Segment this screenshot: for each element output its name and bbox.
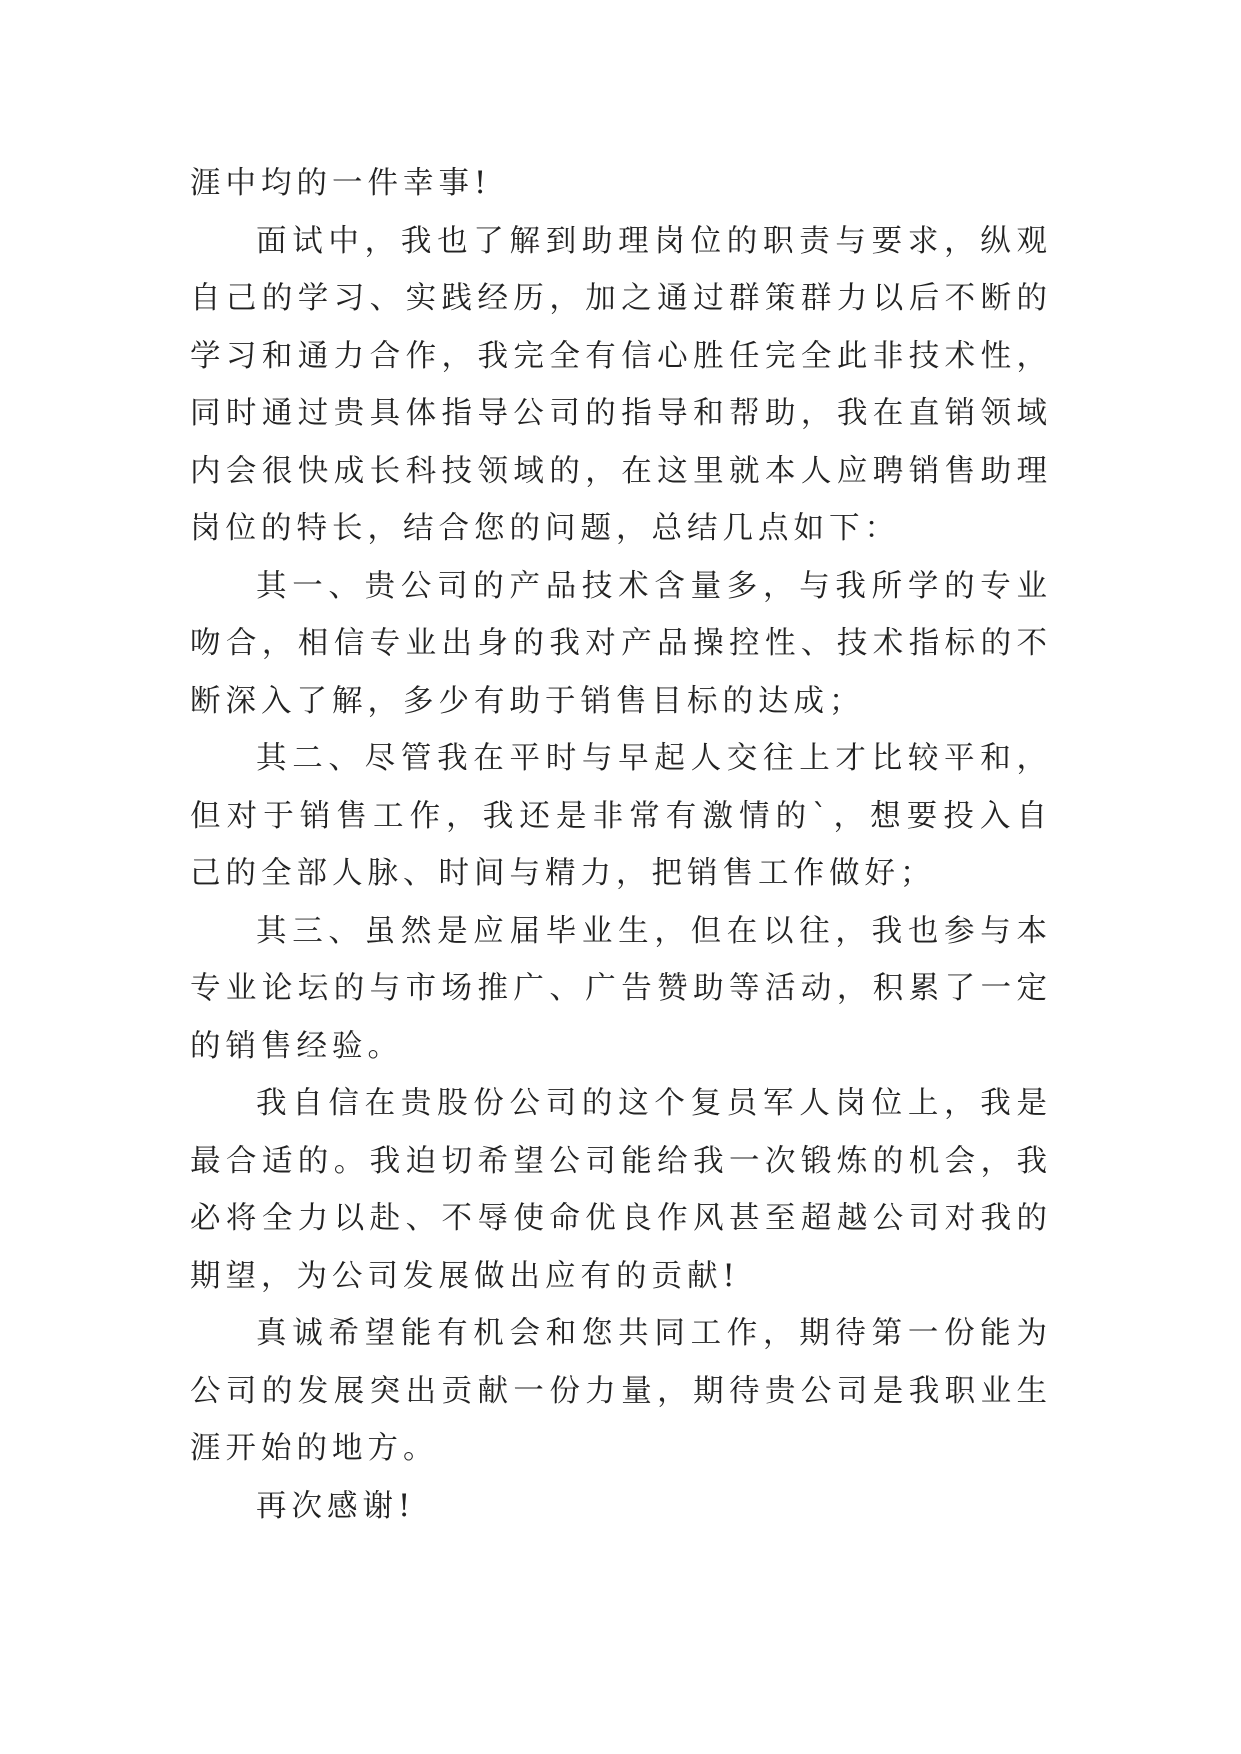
paragraph-7: 真诚希望能有机会和您共同工作，期待第一份能为公司的发展突出贡献一份力量，期待贵公司是我职业生涯开始的地方。 — [190, 1316, 1052, 1466]
letter-body — [190, 155, 1052, 1535]
paragraph-8: 再次感谢! — [256, 1488, 416, 1524]
paragraph-6: 我自信在贵股份公司的这个复员军人岗位上，我是最合适的。我迫切希望公司能给我一次锻炼的机会，我必将全力以赴、不辱使命优良作风甚至超越公司对我的期望，为公司发展做出应有的贡献! — [190, 1086, 1052, 1294]
paragraph-4: 其二、尽管我在平时与早起人交往上才比较平和，但对于销售工作，我还是非常有激情的`，想要投入自己的全部人脉、时间与精力，把销售工作做好； — [190, 741, 1052, 891]
paragraph-2: 面试中，我也了解到助理岗位的职责与要求，纵观自己的学习、实践经历，加之通过群策群力以后不断的学习和通力合作，我完全有信心胜任完全此非技术性，同时通过贵具体指导公司的指导和帮助，我在直销领域内会很快成长科技领域的，在这里就本人应聘销售助理岗位的特长，结合您的问题，总结几点如下： — [190, 223, 1052, 546]
paragraph-3: 其一、贵公司的产品技术含量多，与我所学的专业吻合，相信专业出身的我对产品操控性、技术指标的不断深入了解，多少有助于销售目标的达成； — [190, 568, 1052, 719]
paragraph-1: 涯中均的一件幸事! — [190, 166, 492, 201]
paragraph-5: 其三、虽然是应届毕业生，但在以往，我也参与本专业论坛的与市场推广、广告赞助等活动，积累了一定的销售经验。 — [190, 913, 1052, 1064]
